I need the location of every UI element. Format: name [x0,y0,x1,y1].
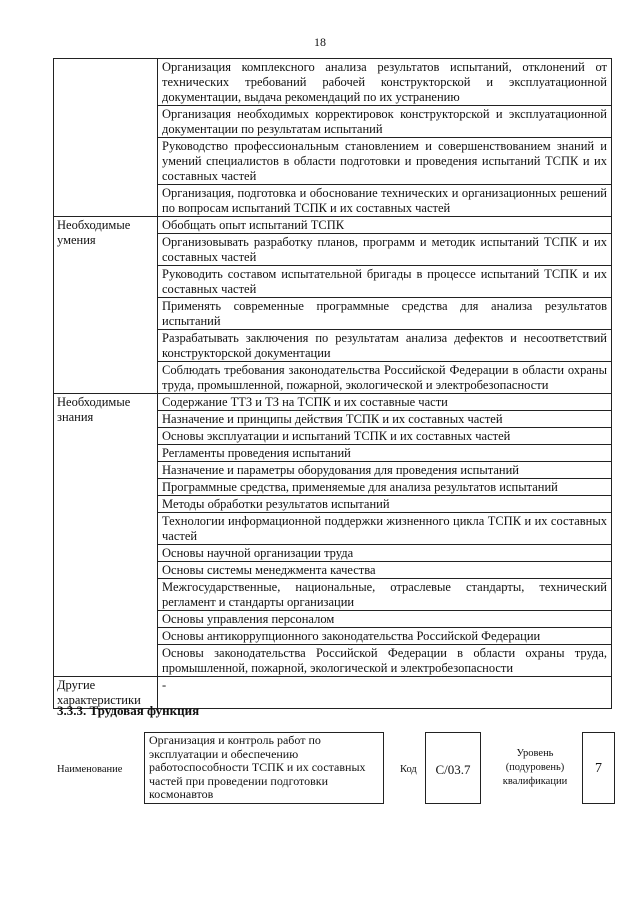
page-number: 18 [314,35,326,49]
table-cell: Межгосударственные, национальные, отраслевые стандарты, технический регламент и стандарты организации [158,579,612,611]
table-cell: Применять современные программные средства для анализа результатов испытаний [158,298,612,330]
function-name-box: Организация и контроль работ по эксплуатации и обеспечению работоспособности ТСПК и их составных частей при проведении подготовки космонавтов [144,732,384,804]
code-box: С/03.7 [425,732,481,804]
table-cell: Основы управления персоналом [158,611,612,628]
table-cell: Основы эксплуатации и испытаний ТСПК и их составных частей [158,428,612,445]
table-row [54,217,612,234]
table-cell: Основы антикоррупционного законодательства Российской Федерации [158,628,612,645]
table-cell: Организация комплексного анализа результатов испытаний, отклонений от технических требований рабочей конструкторской и эксплуатационной документации, выдача рекомендаций по их устранению [158,59,612,106]
table-cell: Организовывать разработку планов, программ и методик испытаний ТСПК и их составных частей [158,234,612,266]
table-cell: Содержание ТТЗ и ТЗ на ТСПК и их составные части [158,394,612,411]
table-cell: Организация необходимых корректировок конструкторской и эксплуатационной документации по результатам испытаний [158,106,612,138]
qualification-level-box: 7 [582,732,615,804]
table-cell: Руководить составом испытательной бригады в процессе испытаний ТСПК и их составных частей [158,266,612,298]
table-cell: Обобщать опыт испытаний ТСПК [158,217,612,234]
table-cell: Программные средства, применяемые для анализа результатов испытаний [158,479,612,496]
table-cell: Руководство профессиональным становлением и совершенствованием знаний и умений специалистов в области подготовки и проведения испытаний ТСПК и их составных частей [158,138,612,185]
table-cell: Основы системы менеджмента качества [158,562,612,579]
knowledge-label: Необходимые знания [54,394,158,677]
labor-function-header [57,732,617,806]
other-characteristics-label: Другие характеристики [54,677,158,709]
section-heading: 3.3.3. Трудовая функция [57,703,200,718]
table-row [54,394,612,411]
table-cell: Организация, подготовка и обоснование технических и организационных решений по вопросам испытаний ТСПК и их составных частей [158,185,612,217]
qualification-level-label: Уровень (подуровень) квалификации [502,748,568,787]
table-cell: Методы обработки результатов испытаний [158,496,612,513]
skills-label: Необходимые умения [54,217,158,394]
table-cell: Регламенты проведения испытаний [158,445,612,462]
table-cell: Основы законодательства Российской Федерации в области охраны труда, промышленной, пожарной, экологической и электробезопасности [158,645,612,677]
table-cell: Технологии информационной поддержки жизненного цикла ТСПК и их составных частей [158,513,612,545]
code-label: Код [400,764,417,775]
other-characteristics-value: - [158,677,612,709]
table-cell: Соблюдать требования законодательства Российской Федерации в области охраны труда, промышленной, пожарной, экологической и электробезопасности [158,362,612,394]
table-cell: Назначение и принципы действия ТСПК и их составных частей [158,411,612,428]
requirements-table [53,58,612,709]
empty-label-cell [54,59,158,217]
table-cell: Основы научной организации труда [158,545,612,562]
name-label: Наименование [57,764,123,775]
table-cell: Назначение и параметры оборудования для проведения испытаний [158,462,612,479]
table-row [54,59,612,106]
table-cell: Разрабатывать заключения по результатам анализа дефектов и несоответствий конструкторской документации [158,330,612,362]
